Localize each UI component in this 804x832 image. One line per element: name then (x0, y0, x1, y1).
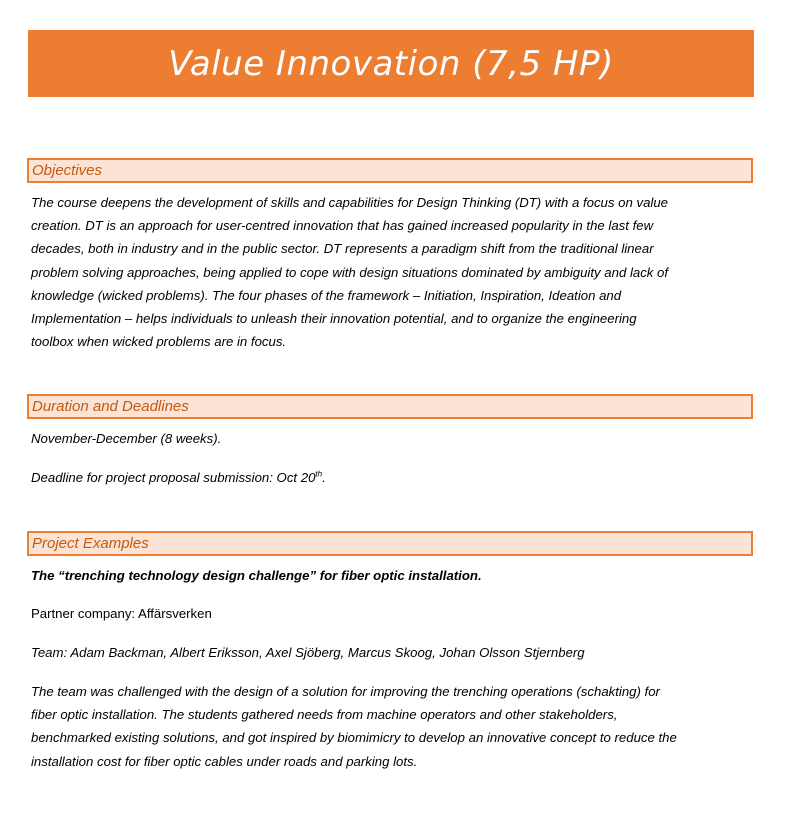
page-title: Value Innovation (7,5 HP) (168, 43, 614, 84)
paragraph-line: creation. DT is an approach for user-centred innovation that has gained increased popularity in the last few (31, 218, 654, 234)
deadline-text (31, 466, 751, 489)
project-team: Team: Adam Backman, Albert Eriksson, Axel Sjöberg, Marcus Skoog, Johan Olsson Stjernberg (31, 645, 585, 660)
paragraph-line: installation cost for fiber optic cables under roads and parking lots. (31, 753, 418, 769)
paragraph-line: The course deepens the development of skills and capabilities for Design Thinking (DT) with a focus on value (31, 195, 668, 210)
paragraph-line: Implementation – helps individuals to unleash their innovation potential, and to organize the engineering (31, 311, 637, 327)
project-description (31, 680, 751, 773)
section-heading-label: Project Examples (32, 535, 149, 552)
section-heading-duration (27, 394, 753, 419)
section-heading-projects (27, 531, 753, 556)
paragraph-line: problem solving approaches, being applied to cope with design situations dominated by ambiguity and lack of (31, 264, 669, 280)
paragraph-line: toolbox when wicked problems are in focus. (31, 334, 287, 350)
section-heading-objectives (27, 158, 753, 183)
paragraph-line: benchmarked existing solutions, and got inspired by biomimicry to develop an innovative concept to reduce the (31, 730, 677, 746)
objectives-paragraph (31, 191, 751, 353)
deadline-period: . (322, 470, 326, 485)
deadline-label: Deadline for project proposal submission: Oct 20 (31, 470, 316, 485)
section-heading-label: Duration and Deadlines (32, 398, 189, 415)
duration-period: November-December (8 weeks). (31, 431, 222, 446)
deadline-superscript: th (315, 469, 323, 479)
paragraph-line: decades, both in industry and in the public sector. DT represents a paradigm shift from the traditional linear (31, 241, 654, 257)
section-heading-label: Objectives (32, 162, 103, 179)
paragraph-line: knowledge (wicked problems). The four phases of the framework – Initiation, Inspiration, Ideation and (31, 287, 622, 303)
partner-company: Partner company: Affärsverken (31, 606, 212, 621)
title-banner (28, 30, 754, 97)
project-title: The “trenching technology design challenge” for fiber optic installation. (31, 568, 482, 583)
paragraph-line: The team was challenged with the design of a solution for improving the trenching operations (schakting) for (31, 684, 660, 699)
paragraph-line: fiber optic installation. The students gathered needs from machine operators and other stakeholders, (31, 707, 618, 723)
